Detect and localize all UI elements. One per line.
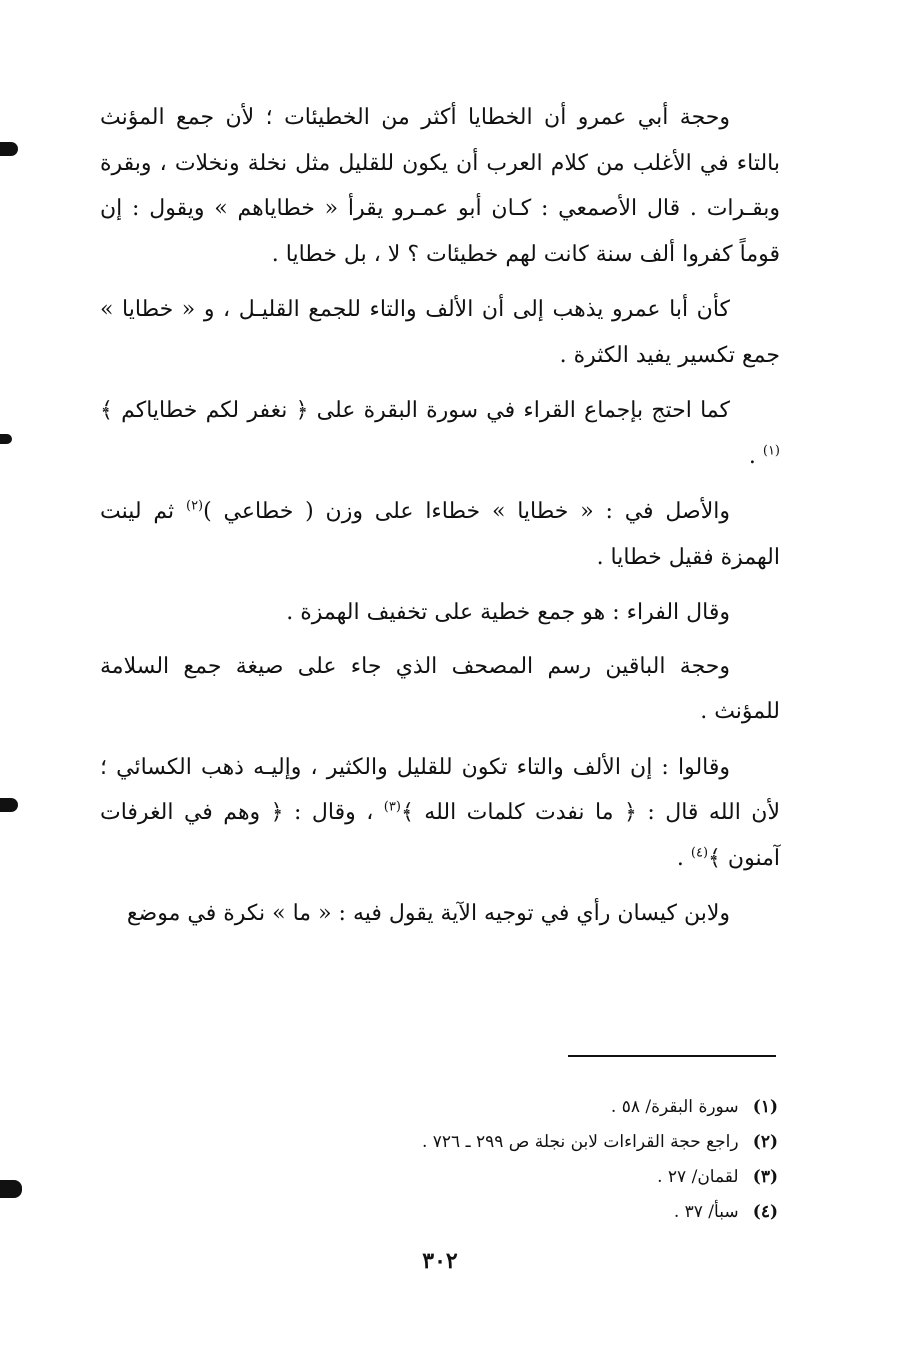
paragraph-text: ، وقال : ﴿ وهم في الغرفات آمنون ﴾ [100,800,780,871]
footnote-number: (١) [752,1097,778,1117]
paragraph-text: . [748,443,763,469]
footnote [300,1160,778,1195]
scan-edge-mark [0,142,18,156]
scan-edge-mark [0,798,18,812]
footnote-text: سورة البقرة/ ٥٨ . [610,1097,739,1117]
paragraph [100,287,780,378]
scan-edge-mark [0,1180,22,1198]
paragraph-text: وقال الفراء : هو جمع خطية على تخفيف الهمزة . [286,600,730,625]
footnote-separator [568,1055,776,1057]
footnote-ref: (٣) [383,799,401,815]
footnote-text: لقمان/ ٢٧ . [657,1167,739,1187]
footnote-number: (٤) [752,1202,778,1222]
paragraph-text: وقالوا : إن الألف والتاء تكون للقليل والكثير ، وإليـه ذهب الكسائي ؛ لأن الله قال : ﴿ ما نفدت كلمات الله ﴾ [100,754,781,825]
footnotes [300,1090,778,1230]
paragraph-text: وحجة الباقين رسم المصحف الذي جاء على صيغة جمع السلامة للمؤنث . [100,653,780,724]
paragraph-text: وحجة أبي عمرو أن الخطايا أكثر من الخطيئات ؛ لأن جمع المؤنث بالتاء في الأغلب من كلام العرب أن يكون للقليل مثل نخلة ونخلات ، وبقرة وبقـرات . قال الأصمعي : كـان أبو عمـرو يقرأ « خطاياهم » ويقول : إن قوماً كفروا ألف سنة كانت لهم خطيئات ؟ لا ، بل خطايا . [100,105,780,267]
footnote [300,1125,778,1160]
page-number: ٣٠٢ [422,1248,458,1274]
paragraph-text: كأن أبا عمرو يذهب إلى أن الألف والتاء للجمع القليـل ، و « خطايا » جمع تكسير يفيد الكثرة . [100,297,780,368]
footnote [300,1090,778,1125]
footnote-ref: (٢) [185,498,204,514]
paragraph-text: . [676,845,691,871]
footnote-number: (٣) [752,1167,778,1187]
scan-edge-mark [0,434,12,444]
paragraph-text: ثم لينت الهمزة فقيل خطايا . [100,499,780,570]
footnote-ref: (١) [762,443,780,459]
footnote [300,1195,778,1230]
footnote-text: سبأ/ ٣٧ . [673,1202,739,1222]
paragraph [100,745,780,882]
paragraph [100,590,780,636]
paragraph [100,95,780,277]
body-text [100,95,780,947]
paragraph-text: كما احتج بإجماع القراء في سورة البقرة على ﴿ نغفر لكم خطاياكم ﴾ [100,398,730,423]
paragraph [100,644,780,735]
paragraph-text: والأصل في : « خطايا » خطاءا على وزن ( خطاعي ) [203,499,730,524]
paragraph [100,388,780,479]
footnote-ref: (٤) [690,845,709,861]
paragraph [100,891,780,937]
footnote-number: (٢) [752,1132,778,1152]
paragraph-text: ولابن كيسان رأي في توجيه الآية يقول فيه : « ما » نكرة في موضع [126,901,730,926]
paragraph [100,489,780,580]
footnote-text: راجع حجة القراءات لابن نجلة ص ٢٩٩ ـ ٧٢٦ . [421,1132,739,1152]
